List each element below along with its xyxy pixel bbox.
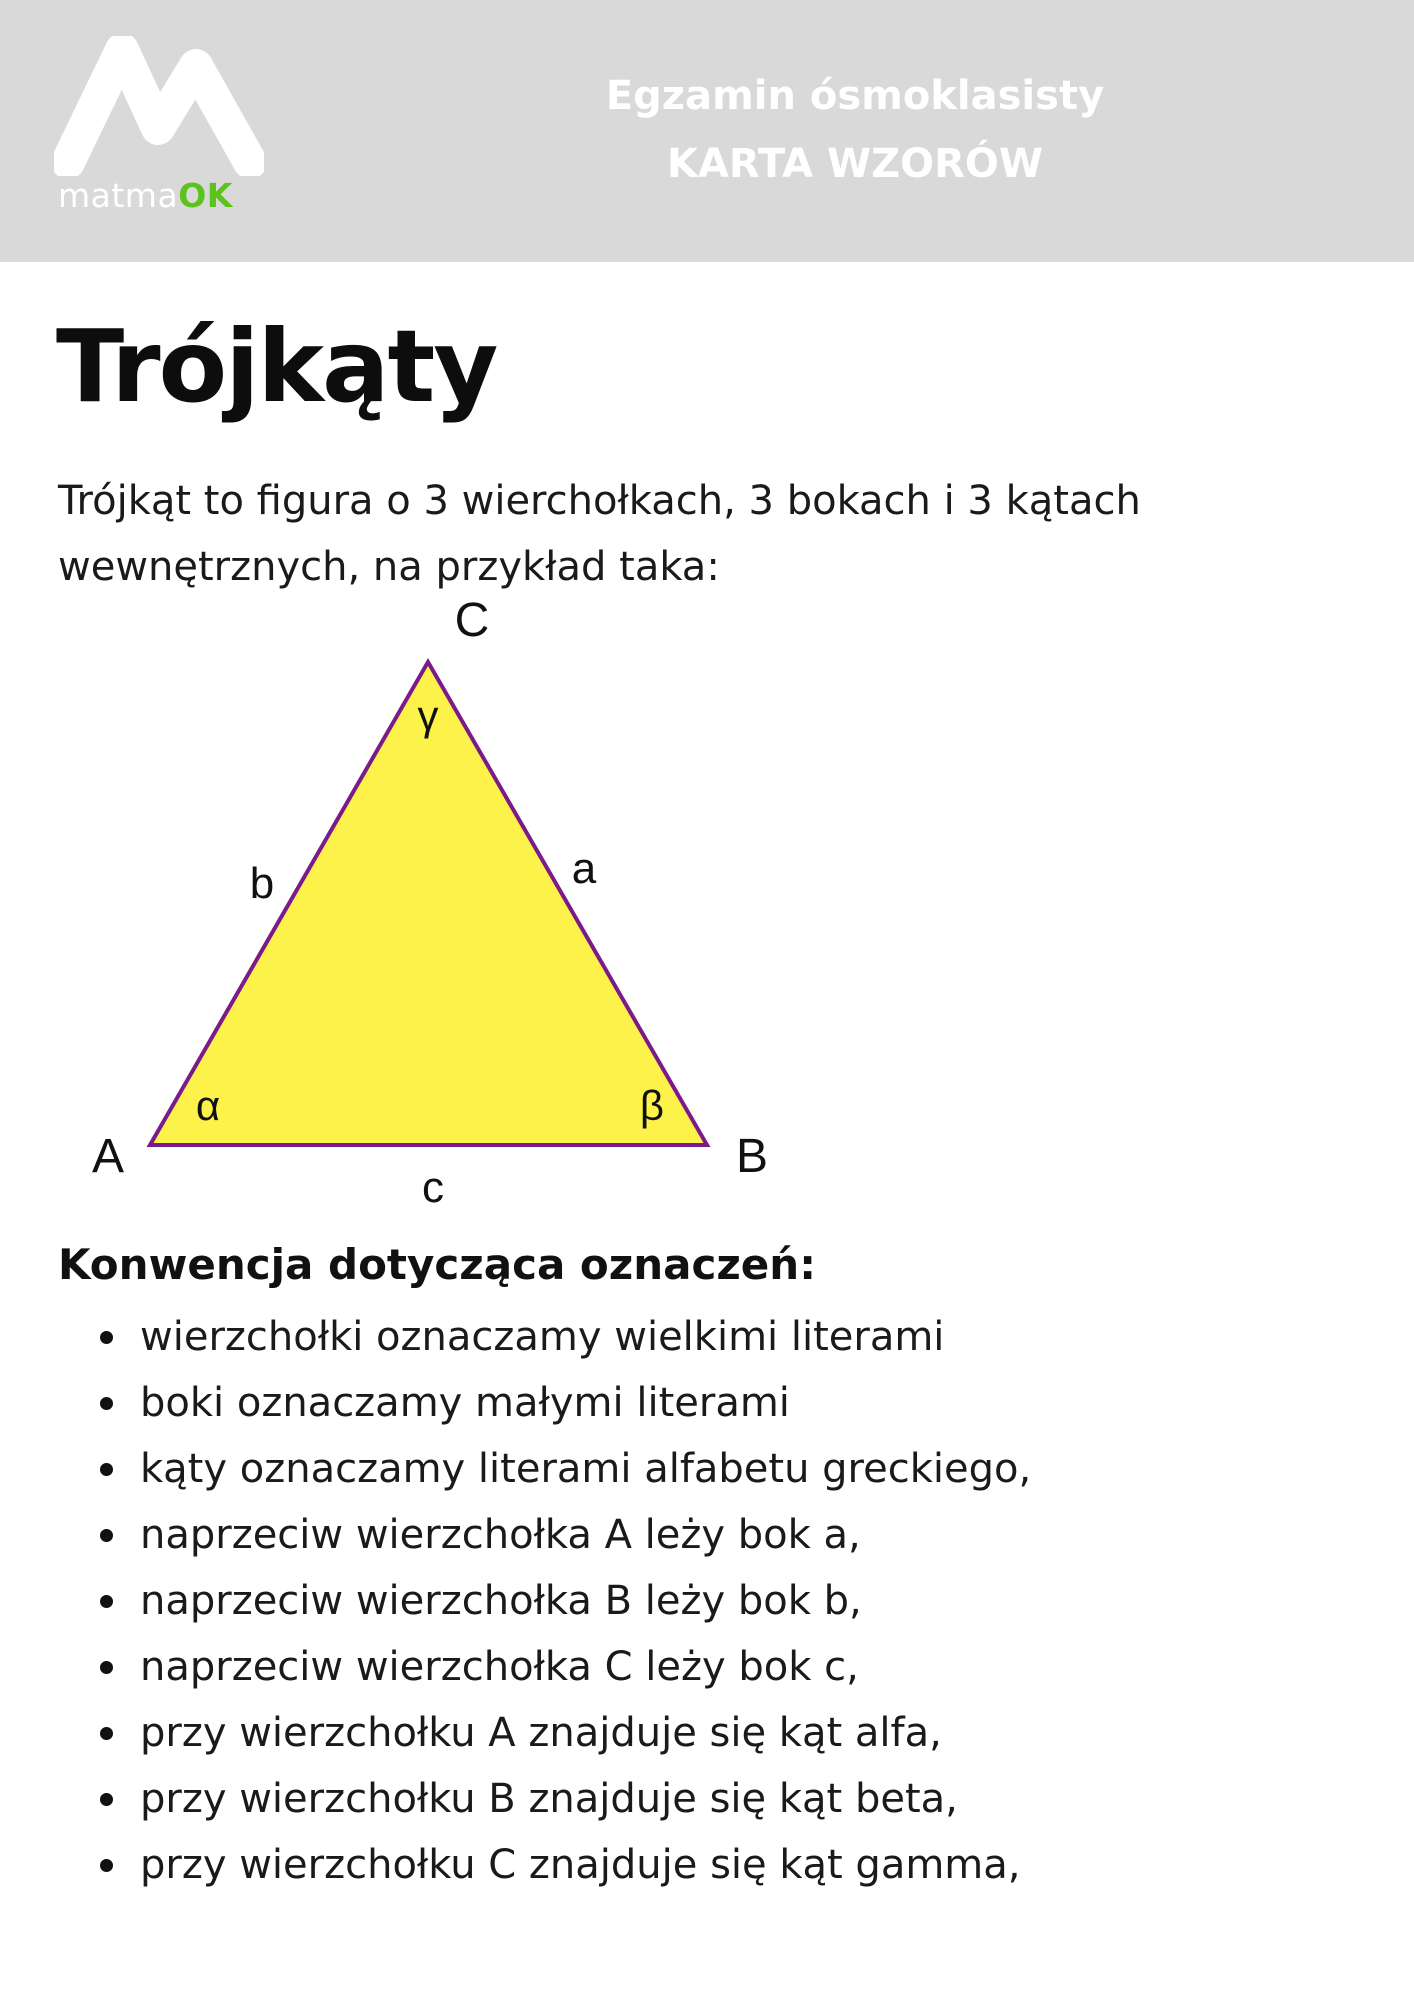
header-title-line1: Egzamin ósmoklasisty [605,73,1105,119]
header-title [560,62,1150,198]
list-item [58,1304,1031,1370]
list-item [58,1502,1031,1568]
list-item [58,1370,1031,1436]
triangle-figure [0,590,900,1230]
bullet-icon [100,1331,113,1344]
list-item-text: boki oznaczamy małymi literami [140,1380,790,1426]
conventions-list [58,1304,1031,1898]
list-item [58,1832,1031,1898]
logo-text-main: matma [58,176,179,215]
bullet-icon [100,1463,113,1476]
bullet-icon [100,1859,113,1872]
header-title-line2: KARTA WZORÓW [666,141,1044,187]
list-item-text: przy wierzchołku C znajduje się kąt gamma, [140,1842,1021,1888]
bullet-icon [100,1727,113,1740]
page-title: Trójkąty [56,308,497,425]
bullet-icon [100,1595,113,1608]
bullet-icon [100,1529,113,1542]
angle-label-gamma: γ [417,692,439,739]
page-header [0,0,1414,262]
bullet-icon [100,1397,113,1410]
bullet-icon [100,1793,113,1806]
list-item [58,1568,1031,1634]
matmaok-logo [54,36,274,226]
list-item-text: naprzeciw wierzchołka A leży bok a, [140,1512,861,1558]
vertex-label-a: A [91,1130,125,1183]
list-item-text: wierzchołki oznaczamy wielkimi literami [140,1314,945,1360]
side-label-a: a [571,844,597,893]
list-item-text: przy wierzchołku A znajduje się kąt alfa, [140,1710,942,1756]
intro-text: Trójkąt to figura o 3 wierchołkach, 3 bokach i 3 kątach wewnętrznych, na przykład taka: [58,478,1141,590]
side-label-b: b [249,859,275,908]
bullet-icon [100,1661,113,1674]
list-item [58,1436,1031,1502]
angle-label-beta: β [639,1082,665,1129]
angle-label-alpha: α [195,1082,221,1129]
vertex-label-b: B [735,1130,769,1183]
logo-wordmark [58,176,233,215]
list-item-text: przy wierzchołku B znajduje się kąt beta, [140,1776,958,1822]
side-label-c: c [422,1163,444,1212]
list-item [58,1766,1031,1832]
conventions-heading: Konwencja dotycząca oznaczeń: [58,1240,816,1289]
list-item-text: naprzeciw wierzchołka B leży bok b, [140,1578,862,1624]
list-item [58,1700,1031,1766]
list-item-text: naprzeciw wierzchołka C leży bok c, [140,1644,859,1690]
logo-m-icon [54,36,264,176]
vertex-label-c: C [454,594,490,647]
list-item-text: kąty oznaczamy literami alfabetu greckiego, [140,1446,1032,1492]
logo-text-accent: OK [178,176,233,215]
list-item [58,1634,1031,1700]
